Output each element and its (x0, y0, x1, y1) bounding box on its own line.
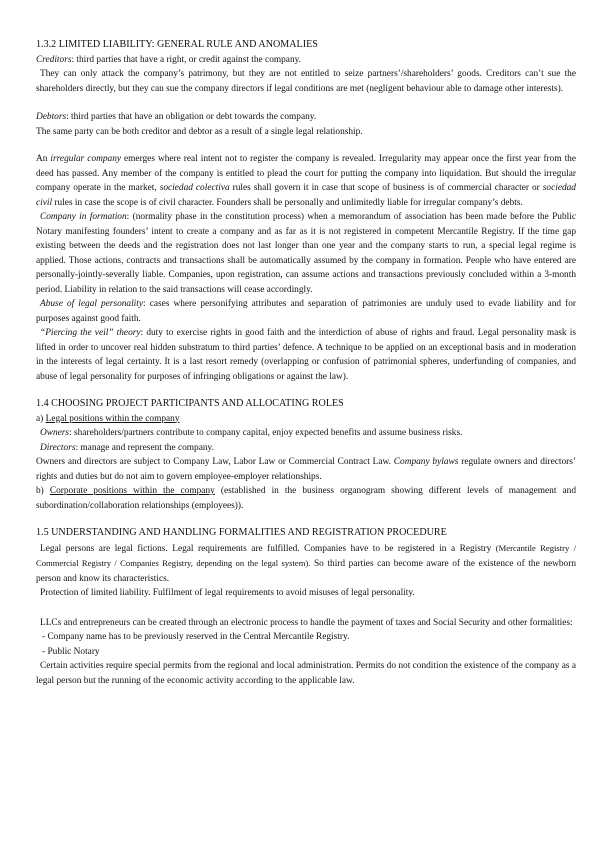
piercing-veil-term: “Piercing the veil” theory (40, 328, 141, 338)
creditors-term: Creditors (36, 54, 72, 65)
company-in-formation-term: Company in formation (40, 212, 127, 222)
owners-term: Owners (40, 428, 70, 438)
irregular-mid2: rules shall govern it in case that scope of business is of commercial character or (229, 183, 543, 193)
same-party-paragraph: The same party can be both creditor and debtor as a result of a single legal relationship. (36, 126, 363, 137)
irregular-pre: An (36, 154, 51, 164)
fictions-tail: So third parties can become aware of the existence of the newborn person and know its characteristics. (36, 559, 576, 584)
sociedad-civil-term: sociedad civil (36, 183, 576, 208)
irregular-end: rules in case the scope is of civil character. Founders shall be personally and unlimitedly liable for irregular company’s debts. (52, 197, 523, 208)
debtors-term: Debtors (36, 112, 67, 122)
company-in-formation-text: : (normality phase in the constitution process) when a memorandum of association has been made before the Public Notary manifesting founders’ intent to create a company and as far as it is not registered in competent Mercantile Registry. If the time gap existing between the deeds and the registration does not last longer than one year and the company starts to run, a special legal regime is applied. Those actions, contracts and transactions shall be automatically assumed by the company in formation. People who have entered are personally-jointly-severally liable. Companies, upon registration, can assume actions and transactions previously concluded within a 3-month period. Liability in relation to the said transactions will cease accordingly. (36, 212, 576, 295)
piercing-veil-paragraph (36, 326, 576, 384)
owners-text: : shareholders/partners contribute to company capital, enjoy expected benefits and assume business risks. (69, 428, 463, 438)
piercing-veil-text: : duty to exercise rights in good faith and the interdiction of abuse of rights and fraud. Legal personality mask is lifted in order to uncover real hidden substratum to third parties’ defence. A technique to be applied on an exceptional basis and in moderation in the interests of legal certainty. It is a last resort remedy (overlapping or confusion of patrimonial spheres, underfunding of companies, and abuse of legal personality for purposes of infringing obligations or against the law). (36, 328, 576, 382)
abuse-text: : cases where personifying attributes and separation of patrimonies are unduly used to evade liability and for purposes against good faith. (36, 299, 576, 324)
b-prefix: b) (36, 486, 50, 496)
creditors-definition (36, 53, 576, 68)
company-in-formation-paragraph (36, 210, 576, 297)
corporate-positions-text: (established in the business organogram showing different levels of management and subordination/collaboration relationships (employees)). (36, 486, 576, 511)
owners-directors-law-paragraph (36, 455, 576, 484)
legal-fictions-paragraph (36, 541, 576, 587)
legal-positions-line (36, 412, 576, 427)
heading-project-participants: 1.4 CHOOSING PROJECT PARTICIPANTS AND ALLOCATING ROLES (36, 398, 344, 409)
debtors-def-text: : third parties that have an obligation or debt towards the company. (66, 112, 317, 122)
registry-note: (Mercantile Registry / Commercial Registry / Companies Registry, depending on the legal system). (36, 542, 576, 568)
list-item: - Public Notary (42, 646, 100, 657)
creditors-paragraph: They can only attack the company’s patrimony, but they are not entitled to seize partners’/shareholders’ goods. Creditors can’t sue the shareholders directly, but they can sue the company directors if legal conditions are met (negligent behaviour able to damage other interests). (36, 69, 576, 94)
permits-paragraph: Certain activities require special permits from the regional and local administration. Permits do not condition the existence of the company as a legal person but the running of the economic activity according to the applicable law. (36, 661, 576, 686)
llc-paragraph: LLCs and entrepreneurs can be created through an electronic process to handle the payment of taxes and Social Security and other formalities: (40, 617, 573, 628)
abuse-term: Abuse of legal personality (40, 299, 144, 309)
directors-text: : manage and represent the company. (75, 442, 214, 453)
creditors-def-text: : third parties that have a right, or credit against the company. (71, 54, 302, 65)
protection-paragraph: Protection of limited liability. Fulfilment of legal requirements to avoid misuses of legal personality. (40, 588, 415, 598)
irregular-mid1: emerges where real intent not to register the company is revealed. Irregularity may appear once the first year from the deed has passed. Any member of the company is entitled to plead the court for putting the company into liquidation. But should the irregular company operate in the market, (36, 154, 577, 193)
subject-pre: Owners and directors are subject to Company Law, Labor Law or Commercial Contract Law. (36, 457, 394, 467)
irregular-company-term: irregular company (50, 154, 122, 164)
directors-definition (36, 441, 576, 456)
company-bylaws-term: Company bylaws (393, 457, 459, 467)
directors-term: Directors (40, 442, 76, 453)
sociedad-colectiva-term: sociedad colectiva (159, 183, 230, 193)
fictions-text: Legal persons are legal fictions. Legal requirements are fulfilled. Companies have to be registered in a Registry (40, 543, 492, 554)
irregular-company-paragraph (36, 152, 576, 210)
legal-positions-title: Legal positions within the company (45, 413, 180, 424)
a-prefix: a) (36, 413, 46, 424)
heading-formalities: 1.5 UNDERSTANDING AND HANDLING FORMALITIES AND REGISTRATION PROCEDURE (36, 527, 447, 538)
list-item: - Company name has to be previously reserved in the Central Mercantile Registry. (42, 632, 350, 642)
debtors-definition (36, 110, 576, 125)
corporate-positions-title: Corporate positions within the company (49, 486, 215, 496)
corporate-positions-paragraph (36, 484, 576, 513)
abuse-paragraph (36, 297, 576, 326)
owners-definition (36, 426, 576, 441)
subject-post: regulate owners and directors’ rights and duties but do not aim to govern employee-employer relationships. (36, 457, 577, 482)
heading-limited-liability: 1.3.2 LIMITED LIABILITY: GENERAL RULE AND ANOMALIES (36, 39, 318, 50)
